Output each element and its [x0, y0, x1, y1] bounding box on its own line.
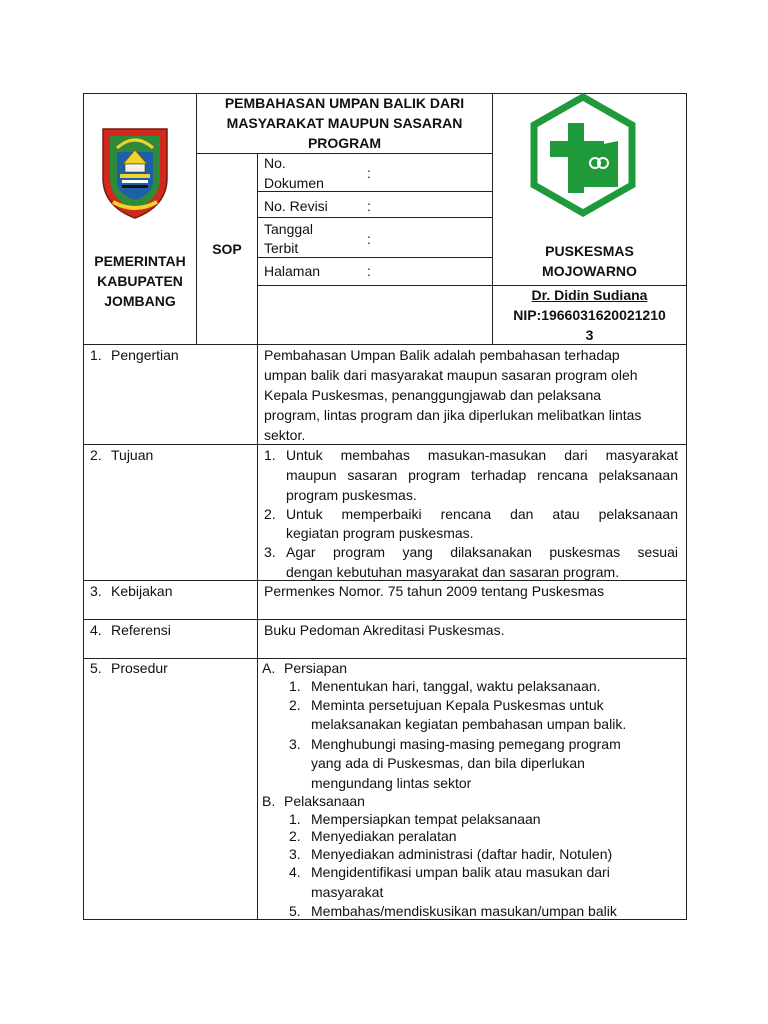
persiapan-item-2-line-1: Meminta persetujuan Kepala Puskesmas untuk	[311, 697, 604, 713]
sop-label: SOP	[212, 241, 242, 257]
meta-label-no-revisi: No. Revisi	[264, 198, 328, 214]
kebijakan-text: Permenkes Nomor. 75 tahun 2009 tentang Puskesmas	[264, 583, 605, 599]
meta-label-tanggal-1: Tanggal	[264, 221, 314, 237]
nip-line-2: 3	[585, 327, 594, 343]
tujuan-item-1-line-2: maupun sasaran program terhadap rencana pelaksanaan	[286, 467, 678, 483]
org-name-line-1: PEMERINTAH	[94, 253, 186, 269]
meta-label-no-dokumen-2: Dokumen	[264, 175, 324, 191]
prosedur-part-a-letter: A.	[262, 660, 276, 676]
kebijakan-number: 3.	[90, 583, 102, 599]
tujuan-item-1-number: 1.	[264, 447, 276, 463]
pengertian-line-5: sektor.	[264, 427, 306, 443]
document-title-line-3: PROGRAM	[307, 135, 382, 151]
pelaksanaan-item-5-line-1: Membahas/mendiskusikan masukan/umpan balik	[311, 903, 617, 919]
tujuan-item-2-line-2: kegiatan program puskesmas.	[286, 525, 474, 541]
persiapan-item-3-number: 3.	[289, 736, 301, 752]
document-title-line-2: MASYARAKAT MAUPUN SASARAN	[226, 115, 463, 131]
persiapan-item-2-line-2: melaksanakan kegiatan pembahasan umpan balik.	[311, 716, 627, 732]
kebijakan-label: Kebijakan	[111, 583, 173, 599]
facility-name-line-1: PUSKESMAS	[545, 243, 634, 259]
referensi-number: 4.	[90, 622, 102, 638]
persiapan-item-3-line-1: Menghubungi masing-masing pemegang program	[311, 736, 621, 752]
meta-colon-halaman: :	[367, 263, 371, 279]
pelaksanaan-item-2-line-1: Menyediakan peralatan	[311, 828, 457, 844]
tujuan-item-2-number: 2.	[264, 506, 276, 522]
pelaksanaan-item-4-line-2: masyarakat	[311, 884, 384, 900]
tujuan-item-1-line-3: program puskesmas.	[286, 487, 417, 503]
tujuan-item-3-line-1: Agar program yang dilaksanakan puskesmas sesuai	[286, 544, 678, 560]
meta-colon-no-dokumen: :	[367, 165, 371, 181]
pengertian-label: Pengertian	[111, 347, 179, 363]
tujuan-number: 2.	[90, 447, 102, 463]
tujuan-item-3-line-2: dengan kebutuhan masyarakat dan sasaran program.	[286, 564, 620, 580]
persiapan-item-2-number: 2.	[289, 697, 301, 713]
prosedur-part-a-title: Persiapan	[284, 660, 348, 676]
prosedur-part-b-title: Pelaksanaan	[284, 793, 365, 809]
prosedur-label: Prosedur	[111, 660, 168, 676]
pelaksanaan-item-1-line-1: Mempersiapkan tempat pelaksanaan	[311, 811, 541, 827]
persiapan-item-1-line-1: Menentukan hari, tanggal, waktu pelaksanaan.	[311, 678, 601, 694]
prosedur-label-cell	[83, 658, 258, 920]
org-name-line-2: KABUPATEN	[97, 273, 183, 289]
meta-colon-tanggal: :	[367, 231, 371, 247]
pengertian-line-3: Kepala Puskesmas, penanggungjawab dan pelaksana	[264, 387, 602, 403]
pengertian-line-4: program, lintas program dan jika diperlukan melibatkan lintas	[264, 407, 642, 423]
referensi-text: Buku Pedoman Akreditasi Puskesmas.	[264, 622, 505, 638]
pelaksanaan-item-1-number: 1.	[289, 811, 301, 827]
kabupaten-jombang-crest-icon	[100, 126, 170, 220]
persiapan-item-3-line-2: yang ada di Puskesmas, dan bila diperlukan	[311, 755, 585, 771]
tujuan-item-3-number: 3.	[264, 544, 276, 560]
pelaksanaan-item-4-line-1: Mengidentifikasi umpan balik atau masukan dari	[311, 864, 610, 880]
pengertian-line-1: Pembahasan Umpan Balik adalah pembahasan terhadap	[264, 347, 620, 363]
prosedur-number: 5.	[90, 660, 102, 676]
meta-label-tanggal-2: Terbit	[264, 240, 299, 256]
tujuan-label: Tujuan	[111, 447, 154, 463]
pengertian-line-2: umpan balik dari masyarakat maupun sasaran program oleh	[264, 367, 638, 383]
tujuan-label-cell	[83, 444, 258, 581]
meta-label-no-dokumen-1: No.	[264, 155, 286, 171]
persiapan-item-3-line-3: mengundang lintas sektor	[311, 775, 472, 791]
facility-name-line-2: MOJOWARNO	[542, 263, 637, 279]
meta-blank-cell	[257, 285, 493, 345]
pengertian-number: 1.	[90, 347, 102, 363]
prosedur-part-b-letter: B.	[262, 793, 276, 809]
pelaksanaan-item-2-number: 2.	[289, 828, 301, 844]
persiapan-item-1-number: 1.	[289, 678, 301, 694]
puskesmas-logo-icon	[528, 93, 638, 217]
head-of-facility-name: Dr. Didin Sudiana	[531, 287, 648, 303]
meta-label-halaman: Halaman	[264, 263, 321, 279]
tujuan-item-1-line-1: Untuk membahas masukan-masukan dari masyarakat	[286, 447, 678, 463]
pelaksanaan-item-5-number: 5.	[289, 903, 301, 919]
pelaksanaan-item-4-number: 4.	[289, 864, 301, 880]
nip-line-1: NIP:1966031620021210	[513, 307, 666, 323]
document-title-line-1: PEMBAHASAN UMPAN BALIK DARI	[224, 95, 465, 111]
org-name-line-3: JOMBANG	[104, 293, 176, 309]
pelaksanaan-item-3-line-1: Menyediakan administrasi (daftar hadir, Notulen)	[311, 846, 613, 862]
pelaksanaan-item-3-number: 3.	[289, 846, 301, 862]
tujuan-item-2-line-1: Untuk memperbaiki rencana dan atau pelaksanaan	[286, 506, 678, 522]
meta-colon-no-revisi: :	[367, 198, 371, 214]
referensi-label: Referensi	[111, 622, 171, 638]
